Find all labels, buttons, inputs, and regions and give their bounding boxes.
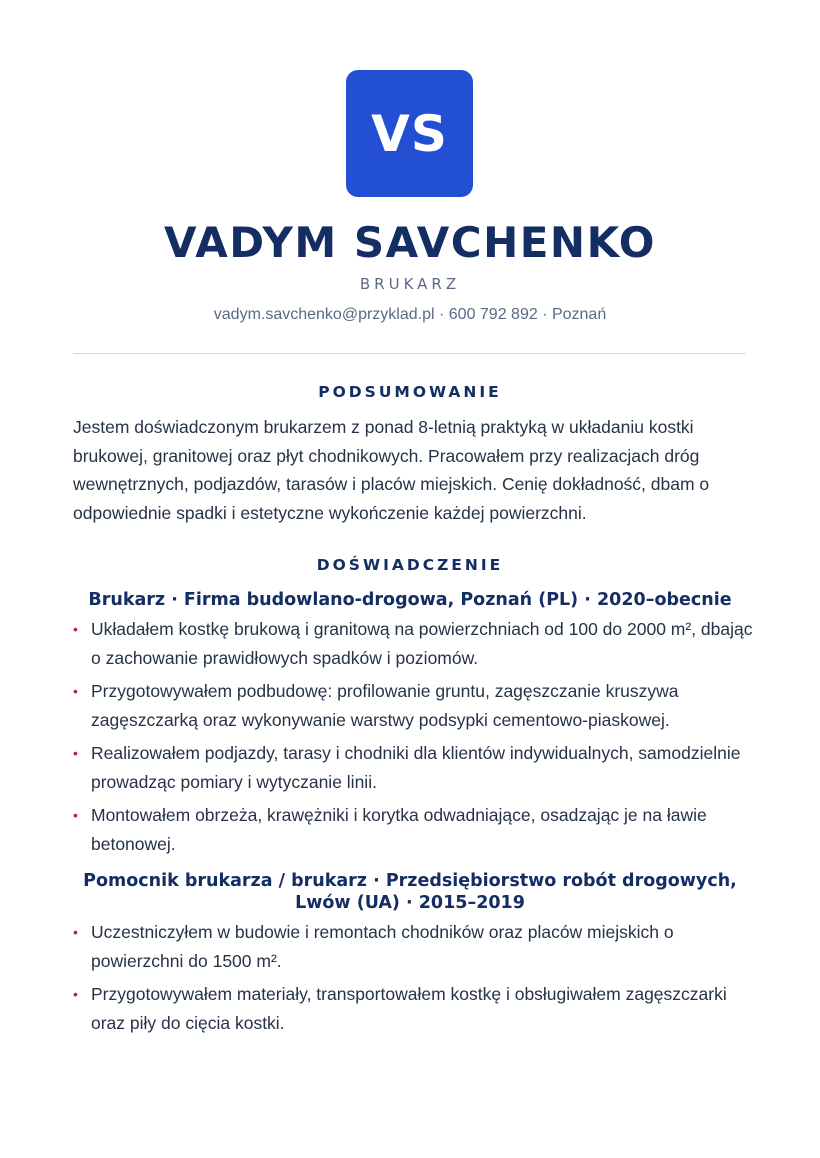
job-title: Brukarz · Firma budowlano-drogowa, Poznań (PL) · 2020–obecnie [88, 590, 732, 610]
list-item: • Układałem kostkę brukową i granitową na powierzchniach od 100 do 2000 m², dbając o zachowanie prawidłowych spadków i poziomów. [73, 615, 763, 672]
initials-logo: VS [346, 70, 473, 197]
job-title: Pomocnik brukarza / brukarz · Przedsiębiorstwo robót drogowych, Lwów (UA) · 2015–2019 [83, 871, 737, 913]
job-role: BRUKARZ [359, 275, 461, 293]
list-item: • Montowałem obrzeża, krawężniki i korytka odwadniające, osadzając je na ławie betonowej. [73, 801, 763, 858]
summary-text: Jestem doświadczonym brukarzem z ponad 8-letnią praktyką w układaniu kostki brukowej, granitowej oraz płyt chodnikowych. Pracowałem przy realizacjach dróg wewnętrznych, podjazdów, tarasów i placów miejskich. Cenię dokładność, dbam o odpowiednie spadki i estetyczne wykończenie każdej powierzchni. [73, 417, 710, 523]
candidate-name: VADYM SAVCHENKO [164, 218, 656, 267]
bullet-icon: • [73, 807, 78, 823]
list-item: • Przygotowywałem materiały, transportowałem kostkę i obsługiwałem zagęszczarki oraz piły do cięcia kostki. [73, 980, 763, 1037]
experience-heading: DOŚWIADCZENIE [316, 556, 504, 574]
bullet-icon: • [73, 683, 78, 699]
bullet-icon: • [73, 924, 78, 940]
bullet-icon: • [73, 745, 78, 761]
job-bullets [73, 918, 763, 1042]
summary-heading: PODSUMOWANIE [318, 383, 502, 401]
header-divider [73, 353, 746, 354]
bullet-icon: • [73, 621, 78, 637]
list-item: • Przygotowywałem podbudowę: profilowanie gruntu, zagęszczanie kruszywa zagęszczarką oraz wykonywanie warstwy podsypki cementowo-piaskowej. [73, 677, 763, 734]
list-item: • Uczestniczyłem w budowie i remontach chodników oraz placów miejskich o powierzchni do 1500 m². [73, 918, 763, 975]
job-bullets [73, 615, 763, 863]
contact-line: vadym.savchenko@przyklad.pl · 600 792 892 · Poznań [213, 306, 607, 323]
list-item: • Realizowałem podjazdy, tarasy i chodniki dla klientów indywidualnych, samodzielnie prowadząc pomiary i wytyczanie linii. [73, 739, 763, 796]
bullet-icon: • [73, 986, 78, 1002]
